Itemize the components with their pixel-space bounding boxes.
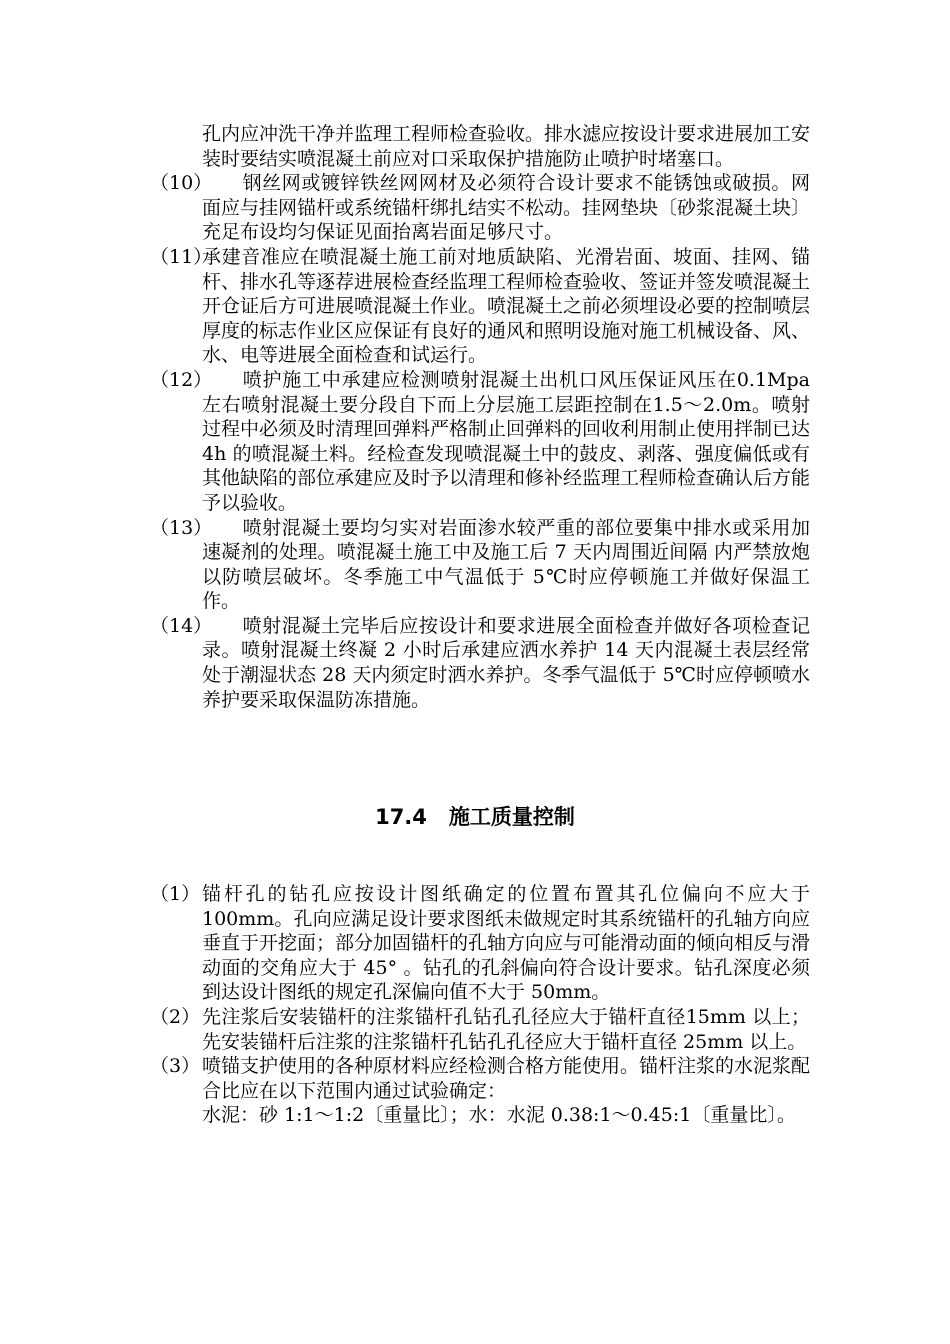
section-quality-control: [150, 882, 810, 1128]
item-number: （14）: [150, 614, 213, 637]
list-item: [150, 368, 810, 516]
item-number: （11）: [150, 245, 213, 268]
list-item: [150, 171, 810, 245]
section-heading: [0, 802, 950, 832]
list-item: [150, 1054, 810, 1128]
item-number: （13）: [150, 516, 213, 539]
item-text-ratio: 水泥：砂 1:1～1:2〔重量比〕；水：水泥 0.38:1～0.45:1〔重量比〕。: [202, 1104, 796, 1127]
continued-paragraph: [150, 122, 810, 171]
item-text: 先注浆后安装锚杆的注浆锚杆孔钻孔孔径应大于锚杆直径15mm 以上；先安装锚杆后注浆的注浆锚杆孔钻孔孔径应大于锚杆直径 25mm 以上。: [202, 1005, 810, 1053]
item-text: 锚杆孔的钻孔应按设计图纸确定的位置布置其孔位偏向不应大于 100mm。孔向应满足设计要求图纸未做规定时其系统锚杆的孔轴方向应垂直于开挖面；部分加固锚杆的孔轴方向应与可能滑动面的倾向相反与滑动面的交角应大于 45° 。钻孔的孔斜偏向符合设计要求。钻孔深度必须到达设计图纸的规定孔深偏向值不大于 50mm。: [202, 883, 811, 1004]
item-text: 承建音准应在喷混凝土施工前对地质缺陷、光滑岩面、坡面、挂网、锚杆、排水孔等逐荐进展检查经监理工程师检查验收、签证并签发喷混凝土开仓证后方可进展喷混凝土作业。喷混凝土之前必须埋设必要的控制喷层厚度的标志作业区应保证有良好的通风和照明设施对施工机械设备、风、水、电等进展全面检查和试运行。: [202, 245, 811, 367]
list-item: [150, 516, 810, 614]
list-item: [150, 245, 810, 368]
item-text: 喷锚支护使用的各种原材料应经检测合格方能使用。锚杆注浆的水泥浆配合比应在以下范围内通过试验确定：: [202, 1055, 811, 1102]
item-text: 钢丝网或镀锌铁丝网网材及必须符合设计要求不能锈蚀或破损。网面应与挂网锚杆或系统锚杆绑扎结实不松动。挂网垫块〔砂浆混凝土块〕充足布设均匀保证见面抬离岩面足够尺寸。: [202, 172, 811, 244]
item-text: 喷射混凝土完毕后应按设计和要求进展全面检查并做好各项检查记录。喷射混凝土终凝 2 小时后承建应洒水养护 14 天内混凝土表层经常处于潮湿状态 28 天内须定时洒水养护。冬季气温低于 5℃时应停顿喷水养护要采取保温防冻措施。: [202, 614, 810, 711]
item-number: （10）: [150, 172, 213, 195]
heading-title: 施工质量控制: [448, 805, 575, 829]
paragraph-text: 孔内应冲洗干净并监理工程师检查验收。排水滤应按设计要求进展加工安装时要结实喷混凝土前应对口采取保护措施防止喷护时堵塞口。: [202, 123, 811, 170]
list-item: [150, 1005, 810, 1054]
list-item: [150, 882, 810, 1005]
item-number: （1）: [150, 883, 201, 905]
item-number: （2）: [150, 1005, 201, 1028]
item-text: 喷射混凝土要均匀实对岩面渗水较严重的部位要集中排水或采用加速凝剂的处理。喷混凝土施工中及施工后 7 天内周围近间隔 内严禁放炮以防喷层破坏。冬季施工中气温低于 5℃时应停顿施工并做好保温工作。: [202, 516, 810, 613]
heading-number: 17.4: [375, 805, 427, 829]
item-text: 喷护施工中承建应检测喷射混凝土出机口风压保证风压在0.1Mpa 左右喷射混凝土要分段自下而上分层施工层距控制在1.5～2.0m。喷射过程中必须及时清理回弹料严格制止回弹料的回收利用制止使用拌制已达 4h 的喷混凝土料。经检查发现喷混凝土中的鼓皮、剥落、强度偏低或有其他缺陷的部位承建应及时予以清理和修补经监理工程师检查确认后方能予以验收。: [202, 368, 811, 514]
section-spray-concrete: [150, 122, 810, 712]
list-item: [150, 614, 810, 712]
item-number: （12）: [150, 368, 213, 391]
item-number: （3）: [150, 1055, 201, 1078]
